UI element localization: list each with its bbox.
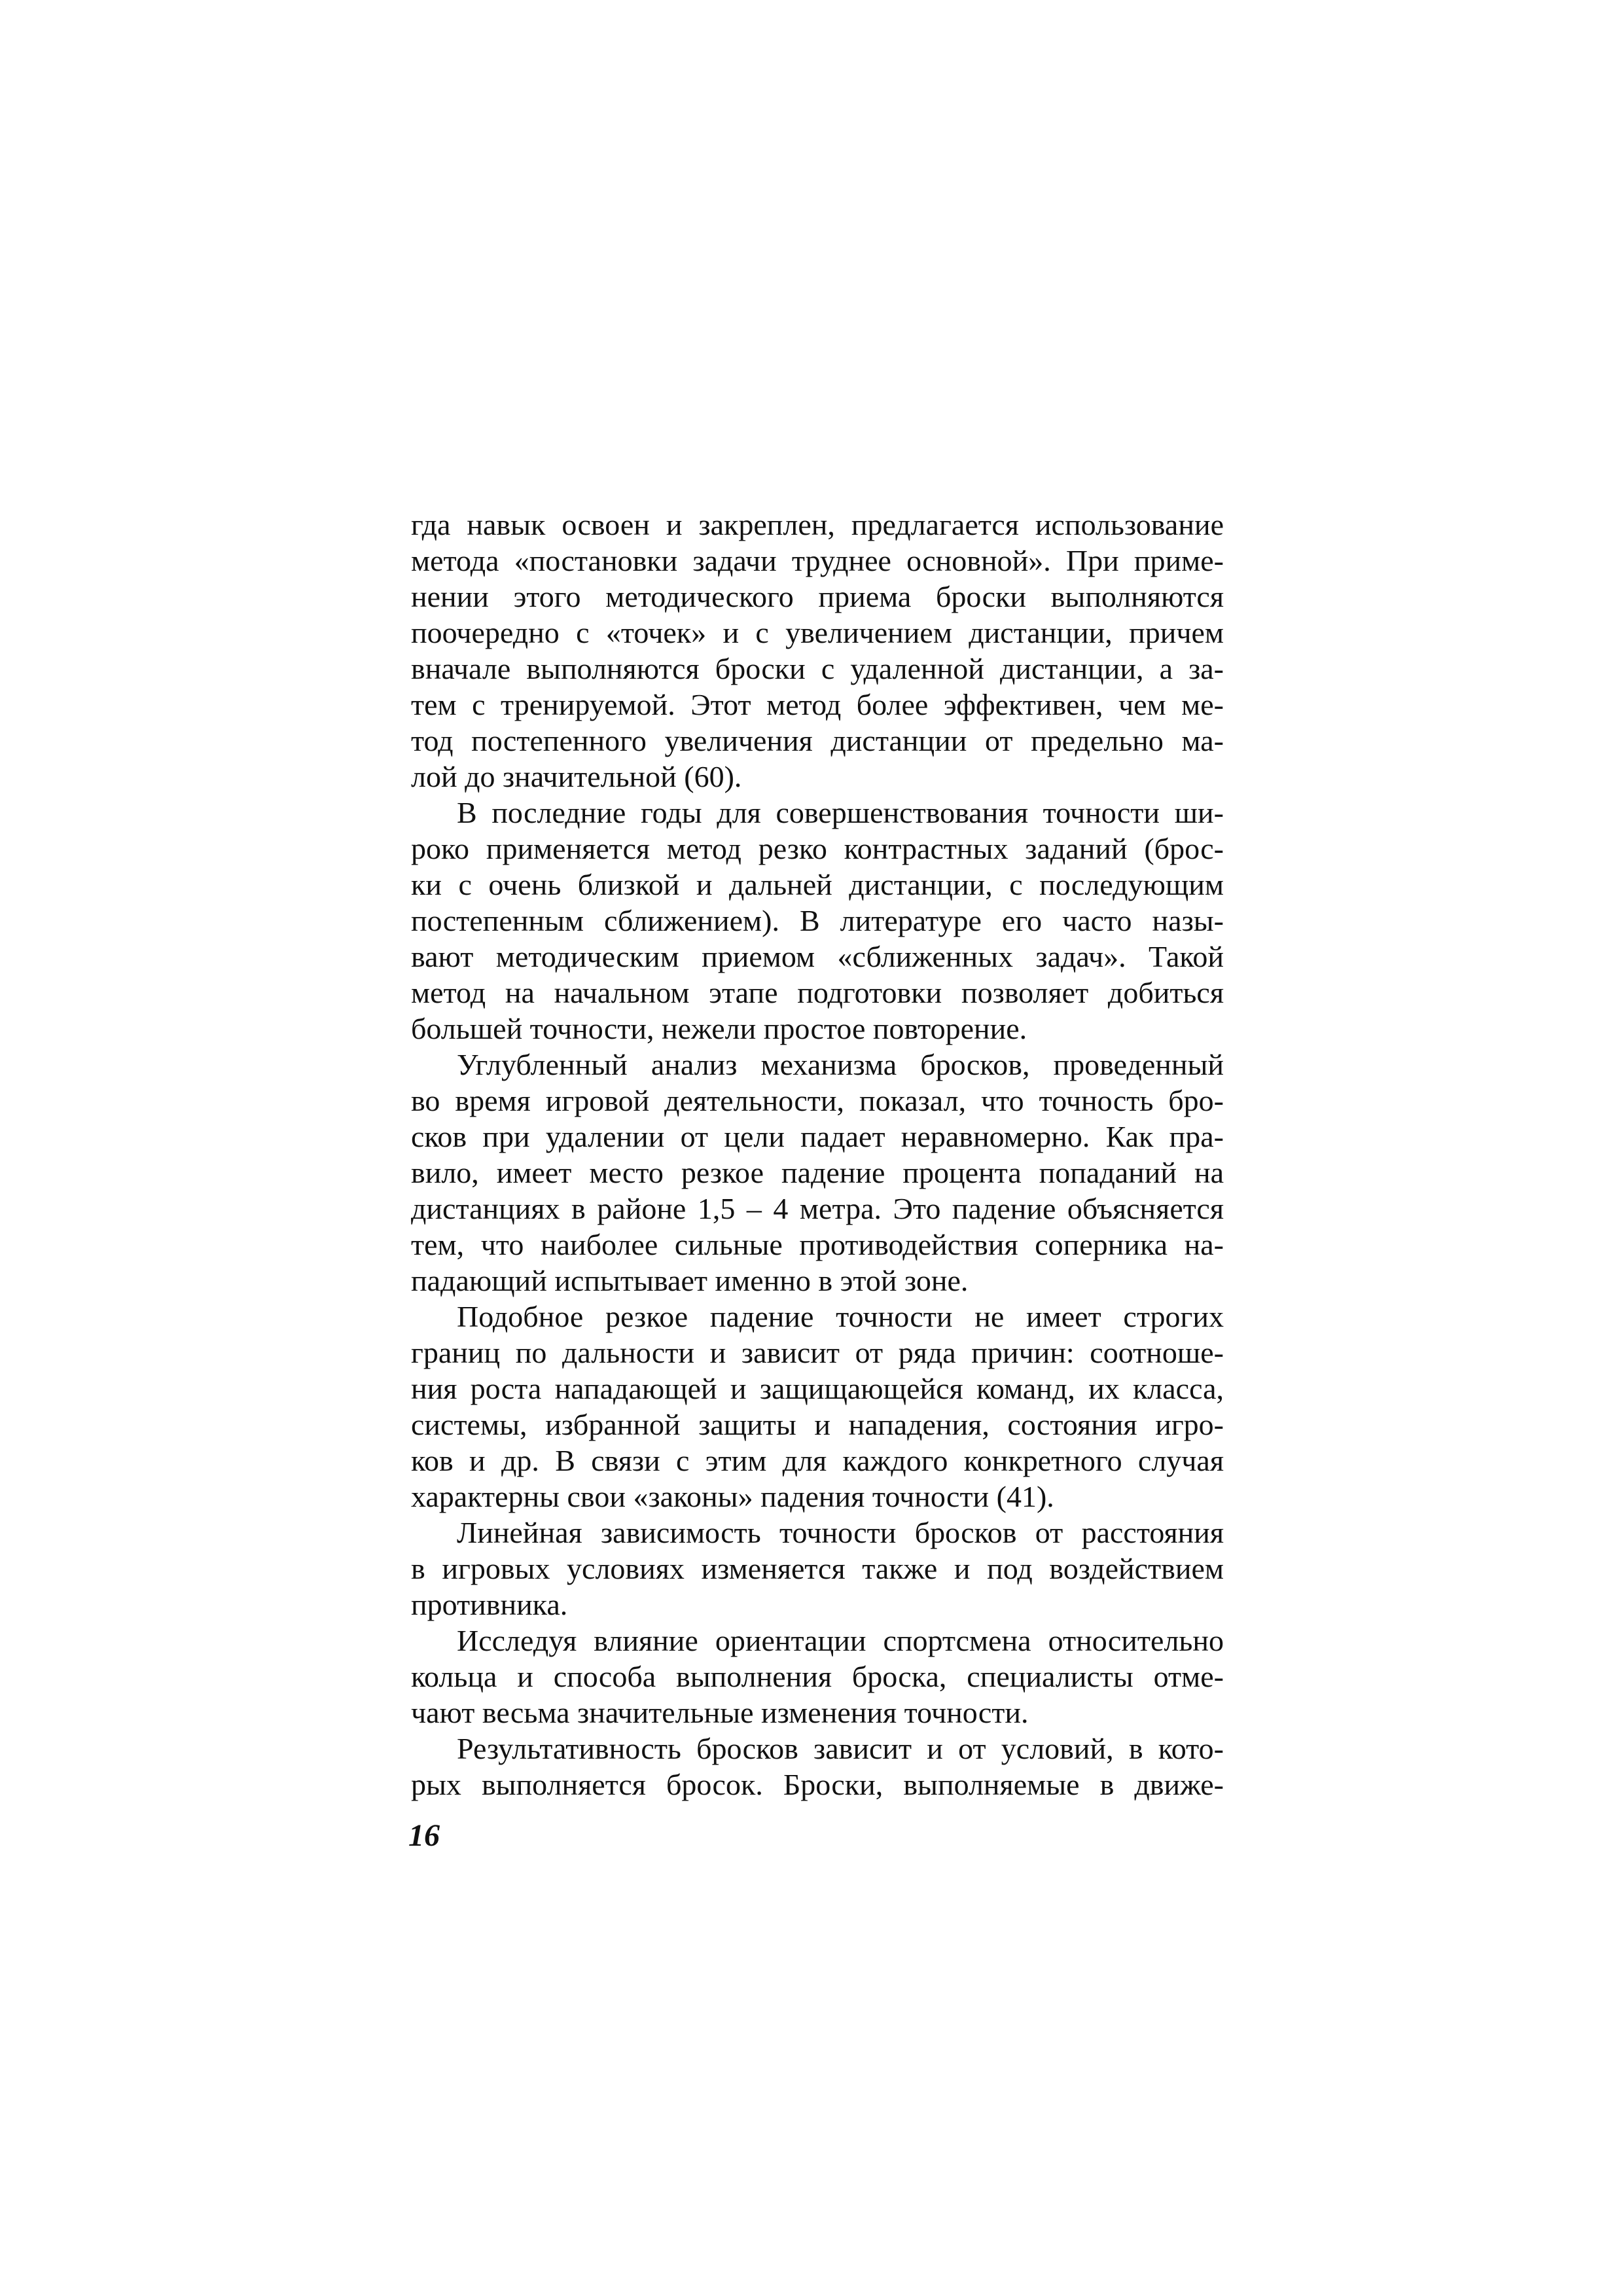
text-line: ния роста нападающей и защищающейся команд, их класса, <box>411 1372 1224 1405</box>
text-line: сков при удалении от цели падает неравномерно. Как пра- <box>411 1120 1224 1153</box>
text-line: лой до значительной (60). <box>411 760 742 793</box>
text-line: рых выполняется бросок. Броски, выполняемые в движе- <box>411 1768 1224 1801</box>
text-line: гда навык освоен и закреплен, предлагается использование <box>411 508 1224 541</box>
page-number: 16 <box>408 1818 440 1853</box>
text-line: В последние годы для совершенствования точности ши- <box>457 796 1224 829</box>
text-line: в игровых условиях изменяется также и под воздействием <box>411 1552 1224 1585</box>
text-line: во время игровой деятельности, показал, что точность бро- <box>411 1084 1224 1117</box>
text-line: падающий испытывает именно в этой зоне. <box>411 1264 969 1297</box>
text-line: метод на начальном этапе подготовки позволяет добиться <box>411 976 1224 1009</box>
text-line: тод постепенного увеличения дистанции от предельно ма- <box>411 724 1224 757</box>
text-line: Исследуя влияние ориентации спортсмена относительно <box>457 1624 1224 1657</box>
text-line: поочередно с «точек» и с увеличением дистанции, причем <box>411 616 1224 649</box>
text-line: дистанциях в районе 1,5 – 4 метра. Это падение объясняется <box>411 1192 1224 1225</box>
text-line: противника. <box>411 1588 568 1621</box>
text-line: вают методическим приемом «сближенных задач». Такой <box>411 940 1224 973</box>
text-line: вило, имеет место резкое падение процента попаданий на <box>411 1156 1224 1189</box>
text-line: чают весьма значительные изменения точности. <box>411 1696 1029 1729</box>
text-line: Подобное резкое падение точности не имеет строгих <box>457 1300 1224 1333</box>
text-line: тем с тренируемой. Этот метод более эффективен, чем ме- <box>411 688 1224 721</box>
text-line: Линейная зависимость точности бросков от расстояния <box>457 1516 1224 1549</box>
text-line: нении этого методического приема броски выполняются <box>411 580 1224 613</box>
text-line: большей точности, нежели простое повторение. <box>411 1012 1027 1045</box>
text-line: ков и др. В связи с этим для каждого конкретного случая <box>411 1444 1224 1477</box>
text-line: тем, что наиболее сильные противодействия соперника на- <box>411 1228 1224 1261</box>
body-text <box>411 507 1224 1803</box>
text-line: вначале выполняются броски с удаленной дистанции, а за- <box>411 652 1224 685</box>
text-line: Углубленный анализ механизма бросков, проведенный <box>457 1048 1224 1081</box>
text-line: границ по дальности и зависит от ряда причин: соотноше- <box>411 1336 1224 1369</box>
text-line: метода «постановки задачи труднее основной». При приме- <box>411 544 1224 577</box>
text-line: кольца и способа выполнения броска, специалисты отме- <box>411 1660 1224 1693</box>
text-line: роко применяется метод резко контрастных заданий (брос- <box>411 832 1224 865</box>
text-line: системы, избранной защиты и нападения, состояния игро- <box>411 1408 1224 1441</box>
text-line: ки с очень близкой и дальней дистанции, с последующим <box>411 868 1224 901</box>
text-line: характерны свои «законы» падения точности (41). <box>411 1480 1054 1513</box>
text-line: постепенным сближением). В литературе его часто назы- <box>411 904 1224 937</box>
text-line: Результативность бросков зависит и от условий, в кото- <box>457 1732 1224 1765</box>
